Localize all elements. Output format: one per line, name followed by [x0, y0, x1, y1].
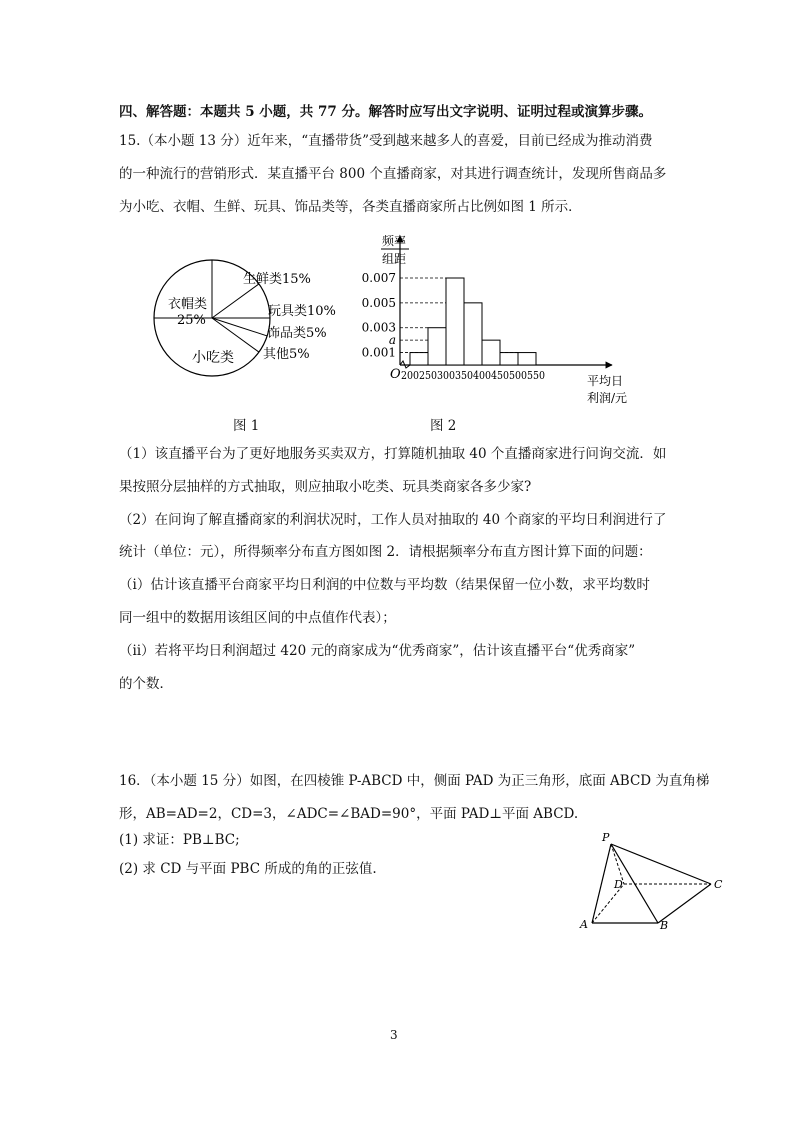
x-tick-label-250: 250	[419, 369, 437, 382]
x-tick-label-450: 450	[491, 369, 509, 382]
y-tick-label-1: 0.005	[362, 295, 396, 310]
histogram-bar-450	[500, 353, 518, 365]
histogram-y-ticks	[362, 271, 396, 360]
vertex-label-p: P	[602, 831, 610, 844]
vertex-label-c: C	[714, 878, 723, 891]
q16-line-3: (1) 求证：PB⊥BC;	[119, 832, 240, 848]
y-tick-label-3: a	[388, 333, 396, 348]
q15-line-1: 15.（本小题 13 分）近年来，“直播带货”受到越来越多人的喜爱，目前已经成为推动消费	[119, 133, 653, 149]
q15-question-i-b: 同一组中的数据用该组区间的中点值作代表）；	[119, 610, 396, 626]
x-tick-label-400: 400	[473, 369, 491, 382]
histogram-chart	[362, 230, 642, 410]
x-tick-label-350: 350	[455, 369, 473, 382]
figure-1-caption: 图 1	[233, 418, 260, 434]
q15-question-ii-a: （ⅱ）若将平均日利润超过 420 元的商家成为“优秀商家”，估计该直播平台“优秀商家”	[119, 643, 636, 659]
q15-question-1a: （1）该直播平台为了更好地服务买卖双方，打算随机抽取 40 个直播商家进行问询交流．如	[119, 446, 667, 462]
pie-label-yimao-percent: 25%	[177, 313, 206, 328]
q16-line-1: 16．（本小题 15 分）如图，在四棱锥 P-ABCD 中，侧面 PAD 为正三角形，底面 ABCD 为直角梯	[119, 773, 710, 789]
histogram-x-ticks	[401, 369, 545, 382]
q15-question-ii-b: 的个数．	[119, 676, 173, 692]
origin-label: O	[390, 367, 401, 382]
q16-line-2: 形，AB=AD=2，CD=3，∠ADC=∠BAD=90°，平面 PAD⊥平面 ABCD.	[119, 806, 579, 822]
figure-2-caption: 图 2	[430, 418, 457, 434]
pyramid-figure	[575, 828, 730, 938]
edge-bc	[658, 884, 711, 923]
histogram-bar-300	[446, 278, 464, 365]
pie-label-yimao: 衣帽类	[168, 297, 208, 312]
y-tick-label-0: 0.007	[362, 271, 396, 285]
y-axis-label-bottom: 组距	[382, 252, 407, 266]
y-tick-label-2: 0.003	[362, 320, 396, 335]
section-heading: 四、解答题：本题共 5 小题，共 77 分。解答时应写出文字说明、证明过程或演算步骤。	[119, 104, 652, 120]
y-tick-label-4: 0.001	[362, 345, 396, 360]
pie-label-shipin: 饰品类5%	[267, 326, 327, 341]
y-axis-label-top: 频率	[382, 234, 407, 248]
x-tick-label-500: 500	[509, 369, 527, 382]
x-tick-label-300: 300	[437, 369, 455, 382]
histogram-bar-500	[518, 353, 536, 365]
q16-line-4: (2) 求 CD 与平面 PBC 所成的角的正弦值.	[119, 861, 377, 877]
histogram-bar-200	[410, 353, 428, 365]
x-axis-label-2: 利润/元	[587, 391, 628, 405]
histogram-bar-400	[482, 340, 500, 365]
x-tick-label-550: 550	[527, 369, 545, 382]
vertex-label-b: B	[660, 919, 669, 932]
pie-label-xiaochi: 小吃类	[192, 350, 234, 366]
q15-line-3: 为小吃、衣帽、生鲜、玩具、饰品类等，各类直播商家所占比例如图 1 所示．	[119, 199, 582, 215]
pie-label-wanju: 玩具类10%	[268, 304, 336, 319]
page-number: 3	[390, 1028, 398, 1042]
histogram-bar-250	[428, 328, 446, 365]
histogram-bars	[410, 278, 536, 365]
pie-label-qita: 其他5%	[263, 347, 310, 362]
histogram-bar-350	[464, 303, 482, 365]
q15-question-1b: 果按照分层抽样的方式抽取，则应抽取小吃类、玩具类商家各多少家?	[119, 479, 532, 495]
x-tick-label-200: 200	[401, 369, 419, 382]
q15-line-2: 的一种流行的营销形式．某直播平台 800 个直播商家，对其进行调查统计，发现所售商品多	[119, 166, 667, 182]
q15-question-2a: （2）在问询了解直播商家的利润状况时，工作人员对抽取的 40 个商家的平均日利润进行了	[119, 512, 667, 528]
vertex-label-a: A	[580, 918, 588, 931]
x-axis-label-1: 平均日	[587, 374, 624, 388]
pie-chart	[150, 258, 355, 383]
q15-question-2b: 统计（单位：元），所得频率分布直方图如图 2．请根据频率分布直方图计算下面的问题：	[119, 544, 652, 560]
edge-pc	[611, 844, 711, 884]
pie-label-shengxian: 生鲜类15%	[243, 272, 311, 287]
vertex-label-d: D	[614, 878, 623, 891]
q15-question-i-a: （ⅰ）估计该直播平台商家平均日利润的中位数与平均数（结果保留一位小数，求平均数时	[119, 577, 650, 593]
